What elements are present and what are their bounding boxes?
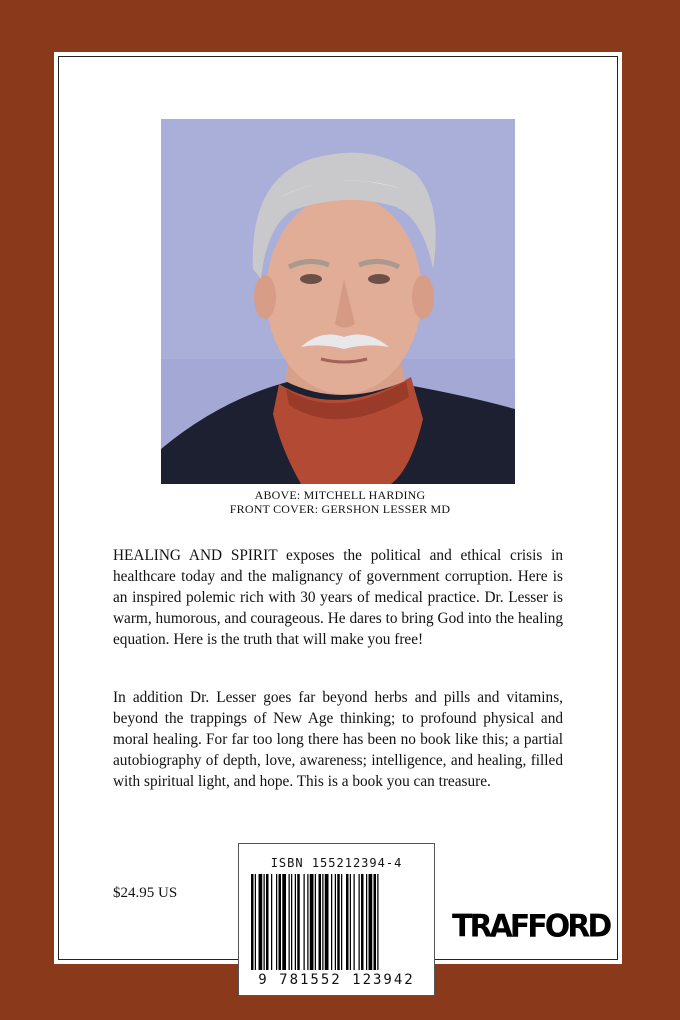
barcode-bars	[249, 874, 425, 970]
barcode-bar	[319, 874, 322, 970]
isbn-barcode	[238, 843, 435, 996]
barcode-bar	[361, 874, 364, 970]
barcode-bar	[366, 874, 367, 970]
barcode-bar	[331, 874, 332, 970]
barcode-bar	[266, 874, 269, 970]
barcode-bar	[374, 874, 377, 970]
barcode-bar	[337, 874, 340, 970]
barcode-bar	[251, 874, 254, 970]
barcode-bar	[271, 874, 272, 970]
barcode-bar	[346, 874, 349, 970]
caption-cover-credit: FRONT COVER: GERSHON LESSER MD	[229, 502, 451, 516]
barcode-bar	[259, 874, 263, 970]
barcode-bar	[322, 874, 323, 970]
isbn-label: ISBN 155212394-4	[270, 856, 403, 870]
barcode-bar	[289, 874, 290, 970]
barcode-bar	[315, 874, 316, 970]
barcode-bar	[264, 874, 265, 970]
barcode-bar	[369, 874, 373, 970]
price-label: $24.95 US	[113, 885, 178, 901]
barcode-bar	[295, 874, 296, 970]
barcode-bar	[310, 874, 314, 970]
barcode-bar	[279, 874, 282, 970]
blurb-paragraph-2: In addition Dr. Lesser goes far beyond herbs and pills and vitamins, beyond the trappings of New Age thinking; to profound physical and moral healing. For far too long there has been no book like this; a partial autobiography of depth, love, awareness; intelligence, and healing, filled with spiritual light, and hope. This is a book you can treasure.	[113, 689, 563, 790]
author-photo	[161, 119, 515, 484]
barcode-bar	[282, 874, 286, 970]
isbn-digits: 9 781552 123942	[258, 972, 415, 988]
barcode-bar	[291, 874, 292, 970]
photo-caption	[120, 488, 560, 516]
caption-photo-credit: ABOVE: MITCHELL HARDING	[254, 488, 426, 502]
barcode-bar	[276, 874, 277, 970]
barcode-bar	[307, 874, 308, 970]
barcode-bar	[350, 874, 351, 970]
barcode-bar	[297, 874, 300, 970]
publisher-logo: TRAFFORD	[452, 908, 610, 945]
blurb-paragraph-1: HEALING AND SPIRIT exposes the political and ethical crisis in healthcare today and the malignancy of government corruption. Here is an inspired polemic rich with 30 years of medical practice. Dr. Lesser is warm, humorous, and courageous. He dares to bring God into the healing equation. Here is the truth that will make you free!	[113, 547, 563, 648]
barcode-bar	[341, 874, 342, 970]
barcode-bar	[377, 874, 378, 970]
barcode-bar	[354, 874, 355, 970]
barcode-bar	[325, 874, 329, 970]
barcode-bar	[335, 874, 336, 970]
barcode-bar	[255, 874, 256, 970]
barcode-bar	[359, 874, 360, 970]
barcode-bar	[304, 874, 305, 970]
